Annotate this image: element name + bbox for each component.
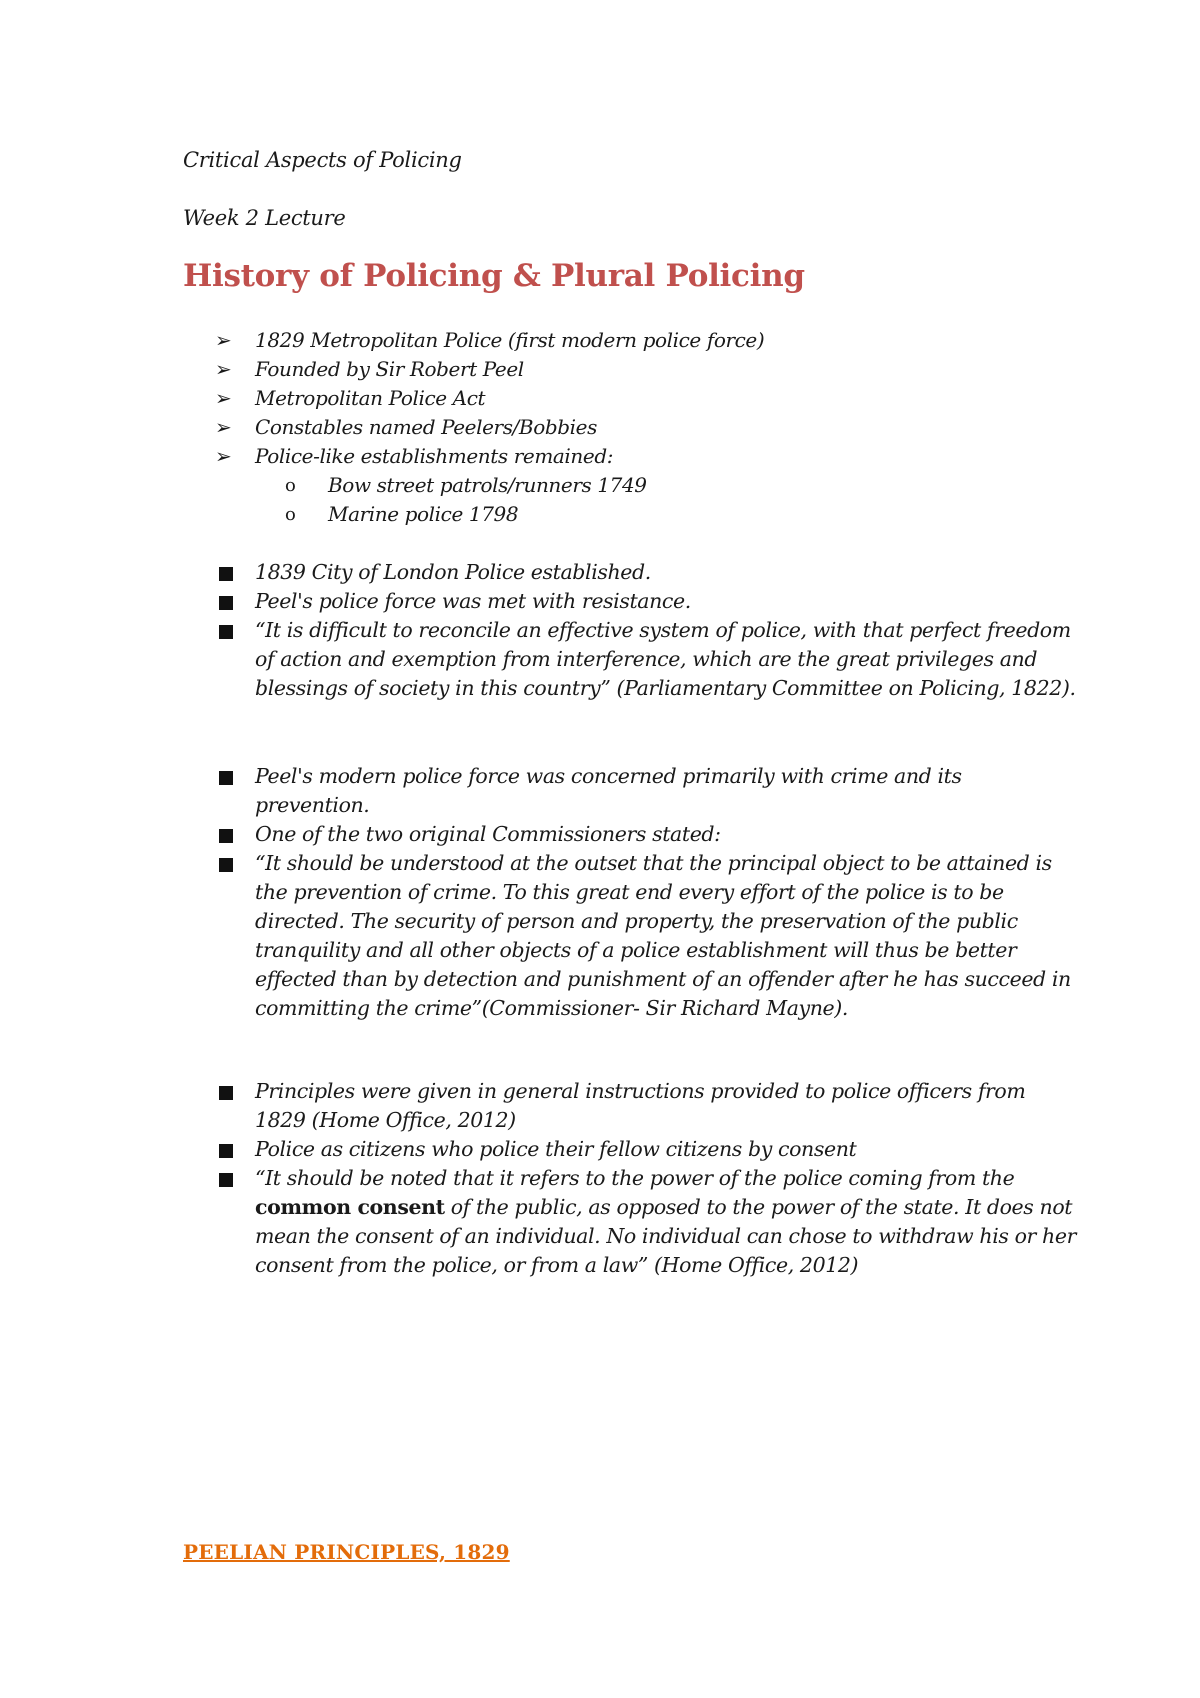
circle-bullet-icon: o: [285, 475, 296, 496]
sub-list-item: o Marine police 1798: [215, 500, 1075, 529]
list-item: Police as citizens who police their fellow citizens by consent: [219, 1135, 1079, 1164]
sub-list: [215, 471, 1075, 529]
square-bullet-icon: [219, 596, 233, 610]
arrow-bullet-list: [215, 326, 1075, 529]
arrow-bullet-icon: ➢: [215, 328, 232, 352]
list-item: ➢ 1829 Metropolitan Police (first modern police force): [215, 326, 1075, 355]
square-bullet-icon: [219, 829, 233, 843]
sub-list-item: o Bow street patrols/runners 1749: [215, 471, 1075, 500]
list-item: ➢ Metropolitan Police Act: [215, 384, 1075, 413]
list-item: One of the two original Commissioners stated:: [219, 820, 1079, 849]
peelian-principles-heading: PEELIAN PRINCIPLES, 1829: [183, 1540, 510, 1564]
square-bullet-list-1: [219, 558, 1079, 703]
square-bullet-list-2: [219, 762, 1079, 1023]
arrow-bullet-icon: ➢: [215, 357, 232, 381]
list-item: ➢ Constables named Peelers/Bobbies: [215, 413, 1075, 442]
square-bullet-icon: [219, 1144, 233, 1158]
square-bullet-icon: [219, 567, 233, 581]
list-item: “It should be understood at the outset that the principal object to be attained is the prevention of crime. To this great end every effort of the police is to be directed. The security of person and property, the preservation of the public tranquility and all other objects of a police establishment will thus be better effected than by detection and punishment of an offender after he has succeed in committing the crime”(Commissioner- Sir Richard Mayne).: [219, 849, 1079, 1023]
list-item: Peel's police force was met with resistance.: [219, 587, 1079, 616]
list-item: Principles were given in general instructions provided to police officers from 1829 (Home Office, 2012): [219, 1077, 1079, 1135]
square-bullet-icon: [219, 858, 233, 872]
square-bullet-icon: [219, 771, 233, 785]
square-bullet-icon: [219, 1173, 233, 1187]
circle-bullet-icon: o: [285, 504, 296, 525]
list-item: “It is difficult to reconcile an effective system of police, with that perfect freedom of action and exemption from interference, which are the great privileges and blessings of society in this country” (Parliamentary Committee on Policing, 1822).: [219, 616, 1079, 703]
list-item: Peel's modern police force was concerned primarily with crime and its prevention.: [219, 762, 1079, 820]
square-bullet-icon: [219, 1086, 233, 1100]
section-heading: History of Policing & Plural Policing: [183, 258, 805, 294]
arrow-bullet-icon: ➢: [215, 444, 232, 468]
square-bullet-list-3: [219, 1077, 1079, 1280]
arrow-bullet-icon: ➢: [215, 386, 232, 410]
square-bullet-icon: [219, 625, 233, 639]
list-item: ➢ Founded by Sir Robert Peel: [215, 355, 1075, 384]
course-title: Critical Aspects of Policing: [183, 148, 462, 172]
list-item: 1839 City of London Police established.: [219, 558, 1079, 587]
arrow-bullet-icon: ➢: [215, 415, 232, 439]
list-item: “It should be noted that it refers to the power of the police coming from the common consent of the public, as opposed to the power of the state. It does not mean the consent of an individual. No individual can chose to withdraw his or her consent from the police, or from a law” (Home Office, 2012): [219, 1164, 1079, 1280]
list-item: ➢ Police-like establishments remained: o Bow street patrols/runners 1749 o Marine police 1798: [215, 442, 1075, 529]
bold-term: common consent: [255, 1195, 445, 1219]
lecture-label: Week 2 Lecture: [183, 206, 346, 230]
